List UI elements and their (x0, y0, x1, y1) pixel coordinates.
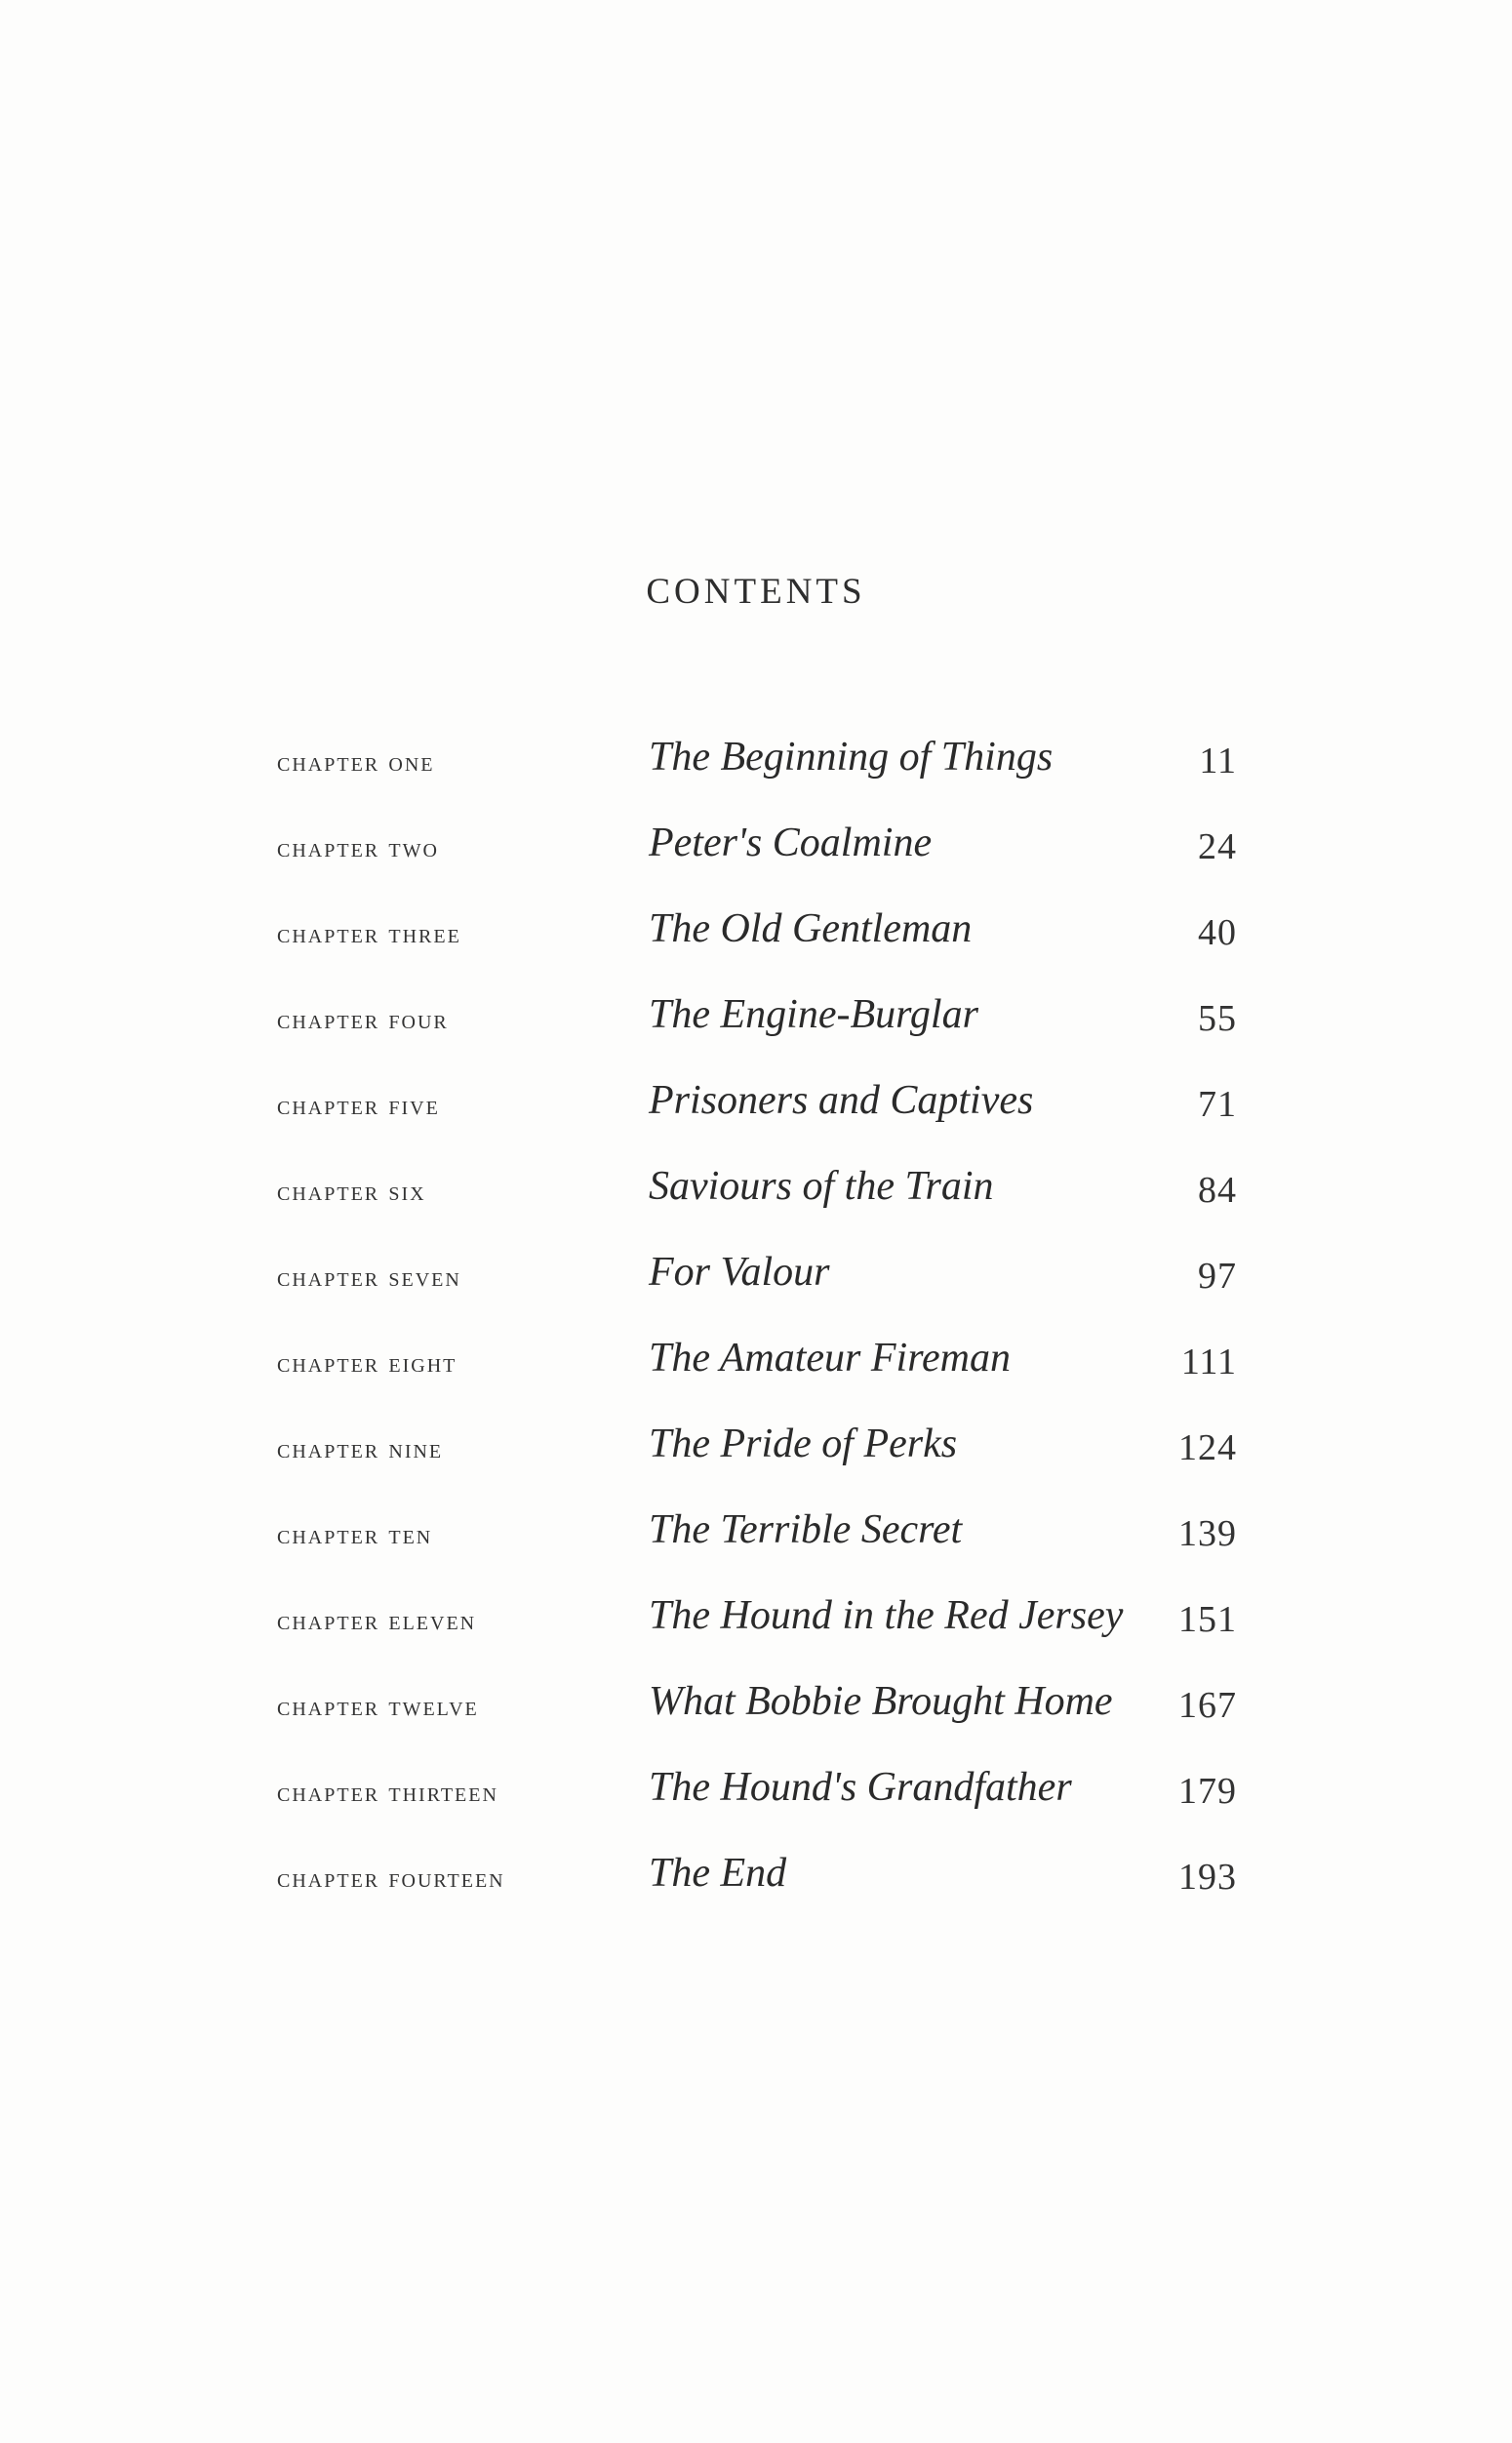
chapter-row[interactable] (0, 1163, 1512, 1222)
chapter-label: chapter three (277, 918, 461, 949)
chapter-row[interactable] (0, 1335, 1512, 1393)
chapter-page: 84 (1198, 1170, 1237, 1211)
chapter-label: chapter eleven (277, 1605, 477, 1636)
chapter-page: 167 (1178, 1685, 1237, 1726)
chapter-row[interactable] (0, 991, 1512, 1050)
chapter-title: What Bobbie Brought Home (649, 1679, 1113, 1724)
chapter-page: 193 (1178, 1857, 1237, 1898)
chapter-page: 139 (1178, 1513, 1237, 1554)
chapter-label: chapter seven (277, 1262, 461, 1293)
chapter-page: 55 (1198, 998, 1237, 1039)
chapter-label: chapter four (277, 1004, 449, 1035)
chapter-row[interactable] (0, 1506, 1512, 1565)
chapter-label: chapter five (277, 1090, 440, 1121)
chapter-page: 111 (1180, 1342, 1237, 1382)
chapter-page: 97 (1198, 1256, 1237, 1297)
chapter-title: Peter's Coalmine (649, 821, 933, 865)
chapter-row[interactable] (0, 905, 1512, 964)
chapter-label: chapter one (277, 746, 435, 778)
chapter-title: The Old Gentleman (649, 906, 973, 951)
chapter-label: chapter two (277, 832, 439, 863)
chapter-title: The Pride of Perks (649, 1422, 958, 1466)
chapter-row[interactable] (0, 1678, 1512, 1737)
chapter-label: chapter thirteen (277, 1777, 498, 1808)
chapter-label: chapter twelve (277, 1691, 479, 1722)
chapter-title: The Hound in the Red Jersey (649, 1593, 1124, 1638)
chapter-label: chapter ten (277, 1519, 433, 1550)
chapter-title: The Terrible Secret (649, 1507, 963, 1552)
chapter-page: 151 (1178, 1599, 1237, 1640)
chapter-label: chapter six (277, 1176, 426, 1207)
chapter-title: The End (649, 1851, 787, 1896)
chapter-title: The Engine-Burglar (649, 992, 978, 1037)
chapter-title: For Valour (649, 1250, 830, 1295)
contents-heading: CONTENTS (646, 572, 866, 612)
chapter-title: The Beginning of Things (649, 735, 1054, 780)
chapter-row[interactable] (0, 1592, 1512, 1651)
chapter-row[interactable] (0, 1421, 1512, 1479)
chapter-page: 71 (1198, 1084, 1237, 1125)
chapter-row[interactable] (0, 1850, 1512, 1908)
chapter-row[interactable] (0, 1077, 1512, 1136)
chapter-title: The Hound's Grandfather (649, 1765, 1072, 1810)
chapter-title: Saviours of the Train (649, 1164, 994, 1209)
chapter-label: chapter fourteen (277, 1862, 505, 1894)
chapter-label: chapter eight (277, 1347, 458, 1379)
chapter-row[interactable] (0, 734, 1512, 792)
chapter-label: chapter nine (277, 1433, 444, 1464)
chapter-page: 40 (1198, 912, 1237, 953)
chapter-row[interactable] (0, 820, 1512, 878)
chapter-row[interactable] (0, 1764, 1512, 1822)
chapter-page: 11 (1199, 741, 1237, 781)
chapter-title: Prisoners and Captives (649, 1078, 1034, 1123)
chapter-row[interactable] (0, 1249, 1512, 1307)
chapter-page: 179 (1178, 1771, 1237, 1812)
chapter-page: 24 (1198, 826, 1237, 867)
chapter-page: 124 (1178, 1427, 1237, 1468)
chapter-title: The Amateur Fireman (649, 1336, 1011, 1381)
